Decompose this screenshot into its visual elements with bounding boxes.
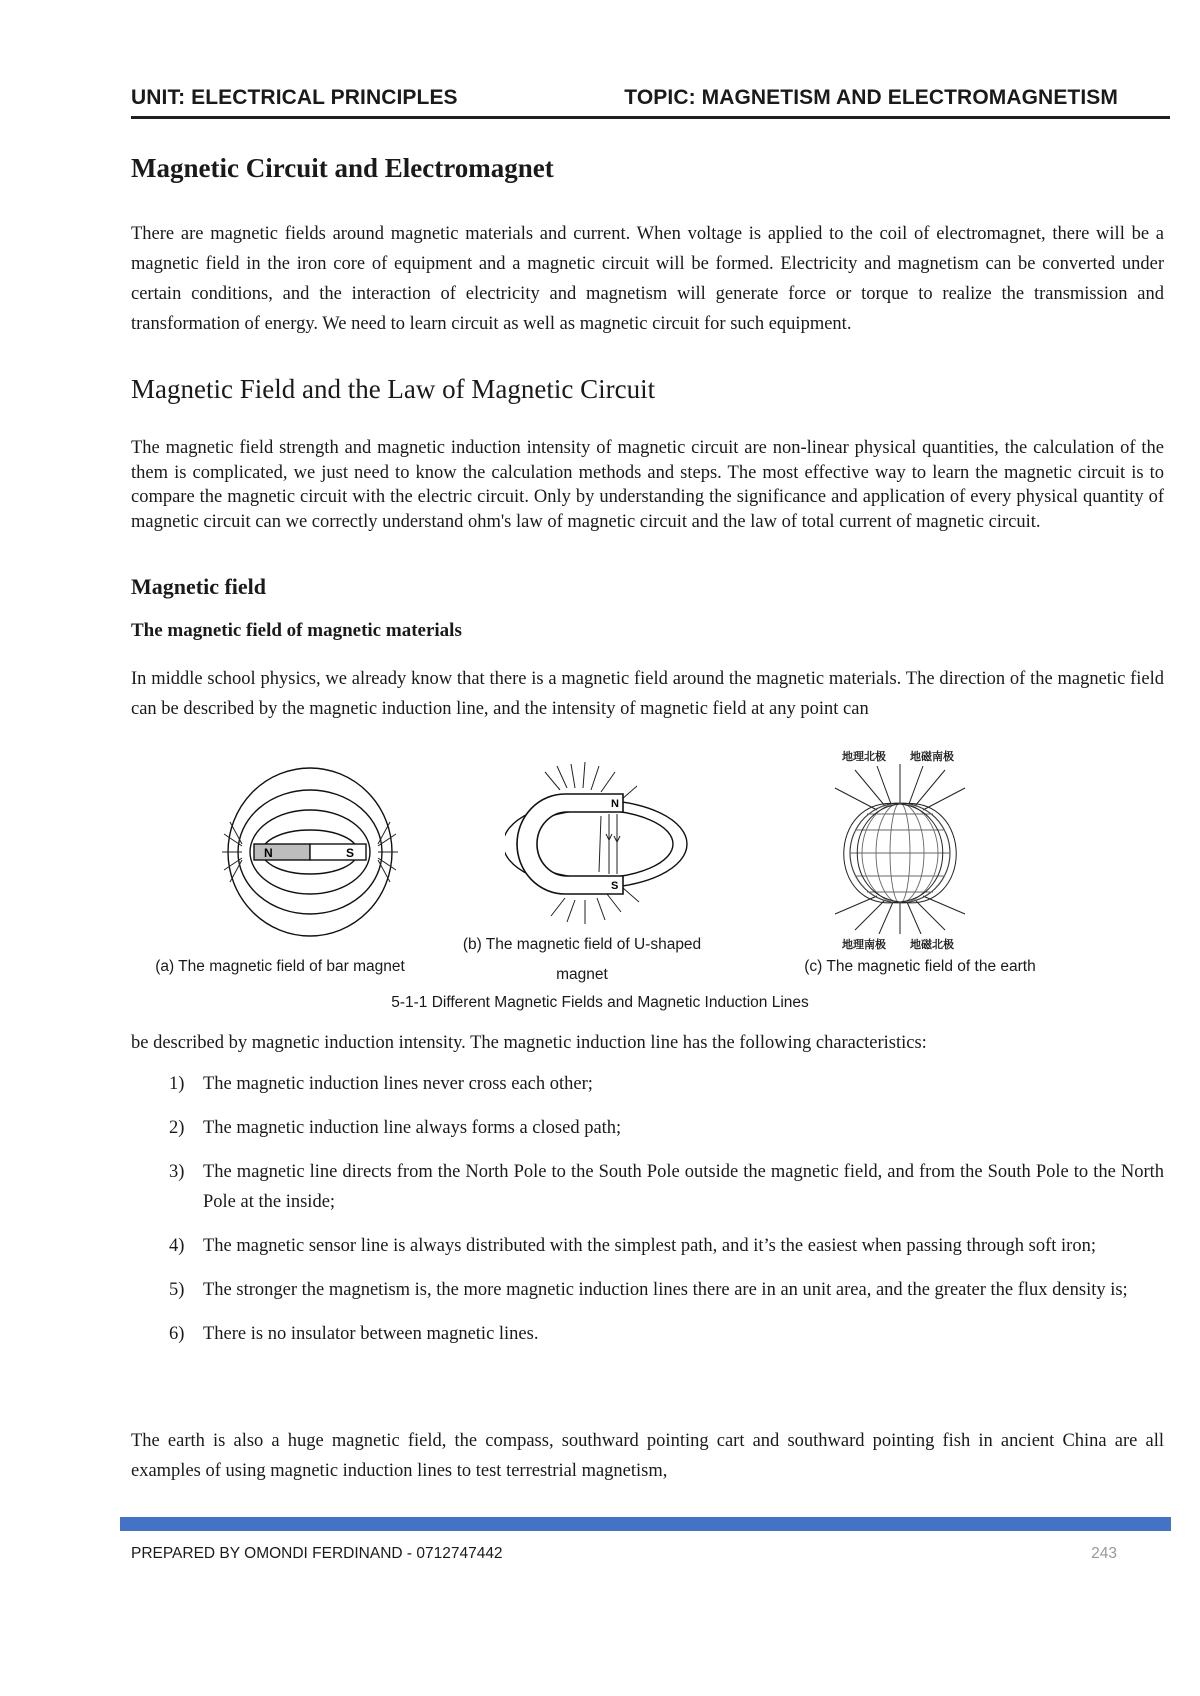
list-item-number: 1) (169, 1074, 185, 1094)
list-item (131, 1157, 1164, 1217)
header-topic: TOPIC: MAGNETISM AND ELECTROMAGNETISM (624, 86, 1118, 109)
bar-pole-n-label: N (264, 846, 273, 860)
list-item (131, 1069, 1164, 1099)
earth-label-mag-north: 地磁北极 (910, 938, 954, 951)
list-item-text: The magnetic induction lines never cross each other; (203, 1074, 593, 1094)
continuation-paragraph: be described by magnetic induction intensity. The magnetic induction line has the following characteristics: (131, 1033, 927, 1053)
bar-magnet-field-diagram (220, 760, 400, 945)
earth-label-geo-north: 地理北极 (842, 750, 886, 763)
list-item-text: The magnetic line directs from the North Pole to the South Pole outside the magnetic field, and from the South Pole to the North Pole at the inside; (203, 1162, 1164, 1212)
list-item-text: The magnetic sensor line is always distributed with the simplest path, and it’s the easiest when passing through soft iron; (203, 1236, 1096, 1256)
closing-paragraph: The earth is also a huge magnetic field, the compass, southward pointing cart and southward pointing fish in ancient China are all examples of using magnetic induction lines to test terrestrial magnetism, (131, 1431, 1164, 1481)
subsection-title-magnetic-field: Magnetic field (131, 574, 267, 599)
list-item (131, 1113, 1164, 1143)
list-item-text: The stronger the magnetism is, the more magnetic induction lines there are in an unit area, and the greater the flux density is; (203, 1280, 1128, 1300)
footer-author: PREPARED BY OMONDI FERDINAND - 0712747442 (131, 1545, 503, 1562)
list-item-number: 3) (169, 1162, 185, 1182)
intro-paragraph: There are magnetic fields around magnetic materials and current. When voltage is applied to the coil of electromagnet, there will be a magnetic field in the iron core of equipment and a magnetic circuit will be formed. Electricity and magnetism can be converted under certain conditions, and the interaction of electricity and magnetism will generate force or torque to realize the transmission and transformation of energy. We need to learn circuit as well as magnetic circuit for such equipment. (131, 224, 1164, 334)
subsection-subtitle-magnetic-materials: The magnetic field of magnetic materials (131, 620, 462, 641)
law-paragraph: The magnetic field strength and magnetic induction intensity of magnetic circuit are non-linear physical quantities, the calculation of the them is complicated, we just need to know the calculation methods and steps. The most effective way to learn the magnetic circuit is to compare the magnetic circuit with the electric circuit. Only by understanding the significance and application of every physical quantity of magnetic circuit can we correctly understand ohm's law of magnetic circuit and the law of total current of magnetic circuit. (131, 438, 1164, 532)
page-number: 243 (1091, 1545, 1117, 1562)
u-pole-s-label: S (611, 880, 619, 892)
list-item (131, 1319, 1164, 1349)
earth-field-diagram (825, 764, 975, 934)
figure-caption-b: (b) The magnetic field of U-shaped magnet (462, 936, 702, 983)
list-item-number: 6) (169, 1324, 185, 1344)
list-item-number: 4) (169, 1236, 185, 1256)
list-item-text: There is no insulator between magnetic lines. (203, 1324, 539, 1344)
list-item-number: 2) (169, 1118, 185, 1138)
list-item (131, 1275, 1164, 1305)
u-magnet-field-diagram (505, 760, 690, 925)
header-divider (131, 116, 1170, 119)
earth-label-geo-south: 地理南极 (842, 938, 886, 951)
list-item-number: 5) (169, 1280, 185, 1300)
header-unit: UNIT: ELECTRICAL PRINCIPLES (131, 86, 458, 109)
figure-caption-main: 5-1-1 Different Magnetic Fields and Magnetic Induction Lines (391, 994, 809, 1011)
list-item-text: The magnetic induction line always forms a closed path; (203, 1118, 622, 1138)
magnetic-materials-paragraph: In middle school physics, we already know that there is a magnetic field around the magnetic materials. The direction of the magnetic field can be described by the magnetic induction line, and the intensity of magnetic field at any point can (131, 669, 1164, 719)
section-title-magnetic-circuit: Magnetic Circuit and Electromagnet (131, 153, 554, 183)
list-item (131, 1231, 1164, 1261)
figure-caption-a: (a) The magnetic field of bar magnet (155, 958, 405, 975)
earth-label-mag-south: 地磁南极 (910, 750, 954, 763)
characteristics-list (131, 1069, 1164, 1363)
footer-accent-bar (120, 1517, 1171, 1531)
u-pole-n-label: N (611, 798, 619, 810)
figure-caption-c: (c) The magnetic field of the earth (804, 958, 1036, 975)
bar-pole-s-label: S (346, 846, 355, 860)
section-title-magnetic-field-law: Magnetic Field and the Law of Magnetic Circuit (131, 374, 656, 404)
